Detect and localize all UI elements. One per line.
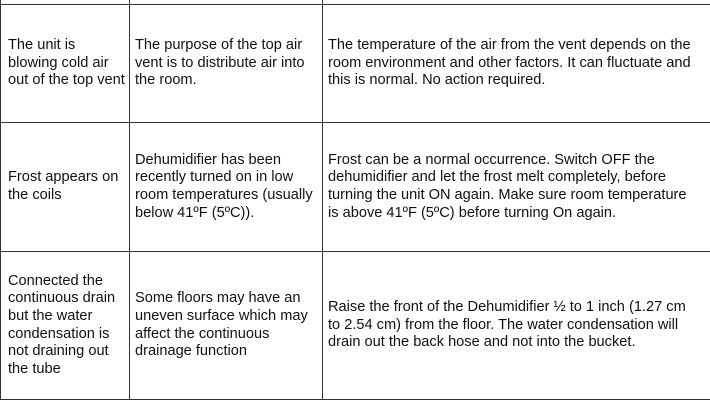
table-row: [1, 5, 710, 123]
problem-cell: [1, 123, 130, 252]
table-row: [1, 123, 710, 252]
solution-cell: [323, 252, 710, 400]
problem-text: Connected the continuous drain but the water condensation is not draining out the tube: [8, 272, 116, 377]
table-row: [1, 252, 710, 400]
solution-cell: [323, 123, 710, 252]
cause-cell: [130, 123, 323, 252]
problem-text: The unit is blowing cold air out of the top vent: [8, 37, 125, 89]
problem-text: Frost appears on the coils: [8, 169, 119, 203]
cause-text: The purpose of the top air vent is to distribute air into the room.: [135, 37, 305, 89]
cause-text: Some floors may have an uneven surface which may affect the continuous drainage function: [135, 290, 308, 360]
problem-cell: [1, 252, 130, 400]
solution-text: Frost can be a normal occurrence. Switch OFF the dehumidifier and let the frost melt completely, before turning the unit ON again. Make sure room temperature is above 41ºF (5ºC) before turning On again.: [328, 151, 687, 221]
cause-cell: [130, 5, 323, 123]
solution-cell: [323, 5, 710, 123]
solution-text: The temperature of the air from the vent depends on the room environment and other factors. It can fluctuate and this is normal. No action required.: [328, 37, 691, 89]
problem-cell: [1, 5, 130, 123]
cause-cell: [130, 252, 323, 400]
solution-text: Raise the front of the Dehumidifier ½ to 1 inch (1.27 cm to 2.54 cm) from the floor. The water condensation will drain out the back hose and not into the bucket.: [328, 299, 686, 351]
cause-text: Dehumidifier has been recently turned on in low room temperatures (usually below 41ºF (5ºC)).: [135, 151, 313, 221]
